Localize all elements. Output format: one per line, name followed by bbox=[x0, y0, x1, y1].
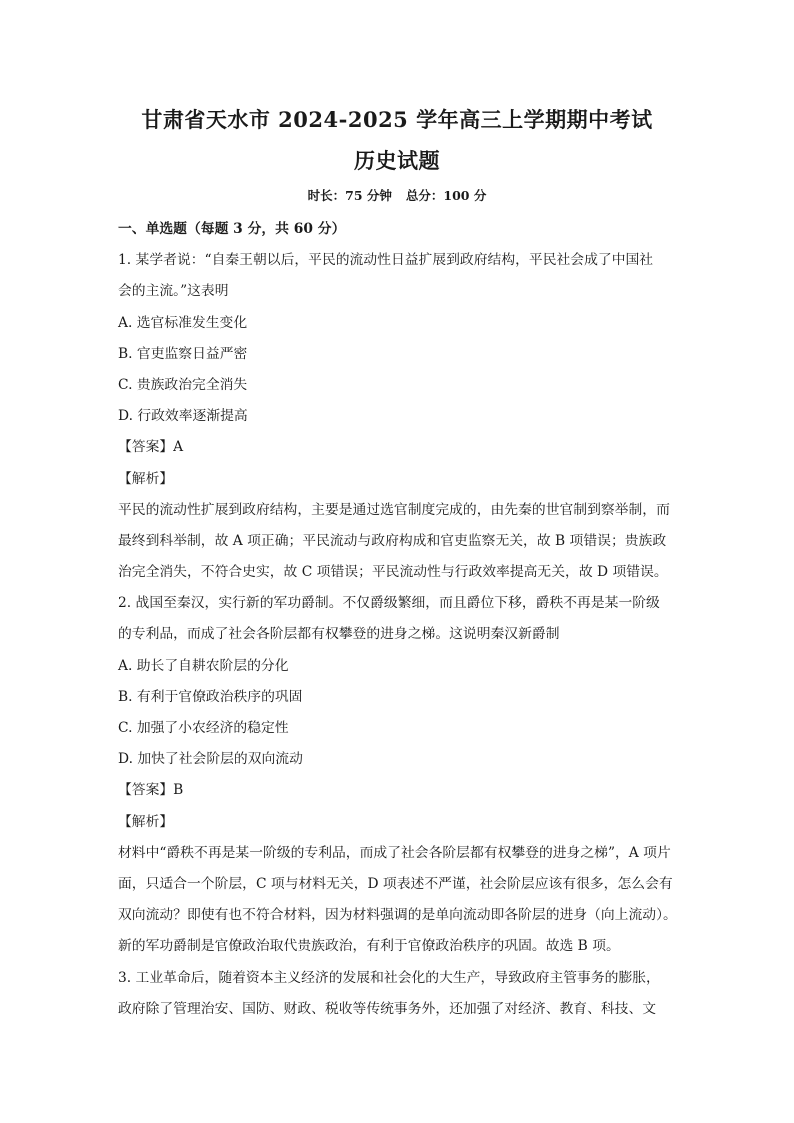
q1-option-a: A. 选官标准发生变化 bbox=[118, 314, 248, 331]
exam-total-score: 总分：100 分 bbox=[405, 188, 487, 203]
q1-analysis-label: 【解析】 bbox=[118, 470, 174, 487]
q1-option-b: B. 官吏监察日益严密 bbox=[118, 345, 248, 362]
q1-stem-line-1: 1. 某学者说：“自秦王朝以后，平民的流动性日益扩展到政府结构，平民社会成了中国社 bbox=[118, 252, 654, 269]
q3-stem-line-1: 3. 工业革命后，随着资本主义经济的发展和社会化的大生产，导致政府主管事务的膨胀， bbox=[118, 969, 660, 986]
q2-answer: 【答案】B bbox=[118, 782, 184, 799]
q2-stem-line-1: 2. 战国至秦汉，实行新的军功爵制。不仅爵级繁细，而且爵位下移，爵秩不再是某一阶级 bbox=[118, 595, 660, 612]
section-heading: 一、单选题（每题 3 分，共 60 分） bbox=[118, 221, 346, 237]
q2-option-c: C. 加强了小农经济的稳定性 bbox=[118, 720, 289, 736]
q1-analysis-line-1: 平民的流动性扩展到政府结构，主要是通过选官制度完成的，由先秦的世官制到察举制，而 bbox=[118, 501, 670, 518]
q2-analysis-label: 【解析】 bbox=[118, 813, 174, 830]
q1-analysis-line-3: 治完全消失，不符合史实，故 C 项错误；平民流动性与行政效率提高无关，故 D 项错误。 bbox=[118, 564, 668, 581]
exam-duration: 时长：75 分钟 bbox=[307, 188, 392, 203]
q1-analysis-line-2: 最终到科举制，故 A 项正确；平民流动与政府构成和官吏监察无关，故 B 项错误；贵族政 bbox=[118, 532, 667, 549]
q2-analysis-line-1: 材料中“爵秩不再是某一阶级的专利品，而成了社会各阶层都有权攀登的进身之梯”，A 项片 bbox=[118, 844, 671, 861]
exam-meta bbox=[0, 186, 794, 204]
exam-subtitle: 历史试题 bbox=[354, 148, 440, 173]
q2-option-d: D. 加快了社会阶层的双向流动 bbox=[118, 751, 303, 768]
q2-analysis-line-3: 双向流动？即使有也不符合材料，因为材料强调的是单向流动即各阶层的进身（向上流动）。 bbox=[118, 907, 677, 924]
exam-body bbox=[118, 214, 683, 1025]
q1-answer: 【答案】A bbox=[118, 439, 184, 456]
q2-analysis-line-4: 新的军功爵制是官僚政治取代贵族政治，有利于官僚政治秩序的巩固。故选 B 项。 bbox=[118, 938, 620, 955]
q1-option-d: D. 行政效率逐渐提高 bbox=[118, 408, 248, 425]
q2-option-a: A. 助长了自耕农阶层的分化 bbox=[118, 657, 289, 674]
q2-analysis-line-2: 面，只适合一个阶层，C 项与材料无关，D 项表述不严谨，社会阶层应该有很多，怎么会有 bbox=[118, 875, 673, 892]
q1-stem-line-2: 会的主流。”这表明 bbox=[118, 283, 229, 300]
q2-option-b: B. 有利于官僚政治秩序的巩固 bbox=[118, 688, 303, 705]
q3-stem-line-2: 政府除了管理治安、国防、财政、税收等传统事务外，还加强了对经济、教育、科技、文 bbox=[118, 1000, 657, 1017]
q1-option-c: C. 贵族政治完全消失 bbox=[118, 376, 248, 393]
q2-stem-line-2: 的专利品，而成了社会各阶层都有权攀登的进身之梯。这说明秦汉新爵制 bbox=[118, 626, 560, 643]
exam-title: 甘肃省天水市 2024-2025 学年高三上学期期中考试 bbox=[141, 107, 653, 132]
